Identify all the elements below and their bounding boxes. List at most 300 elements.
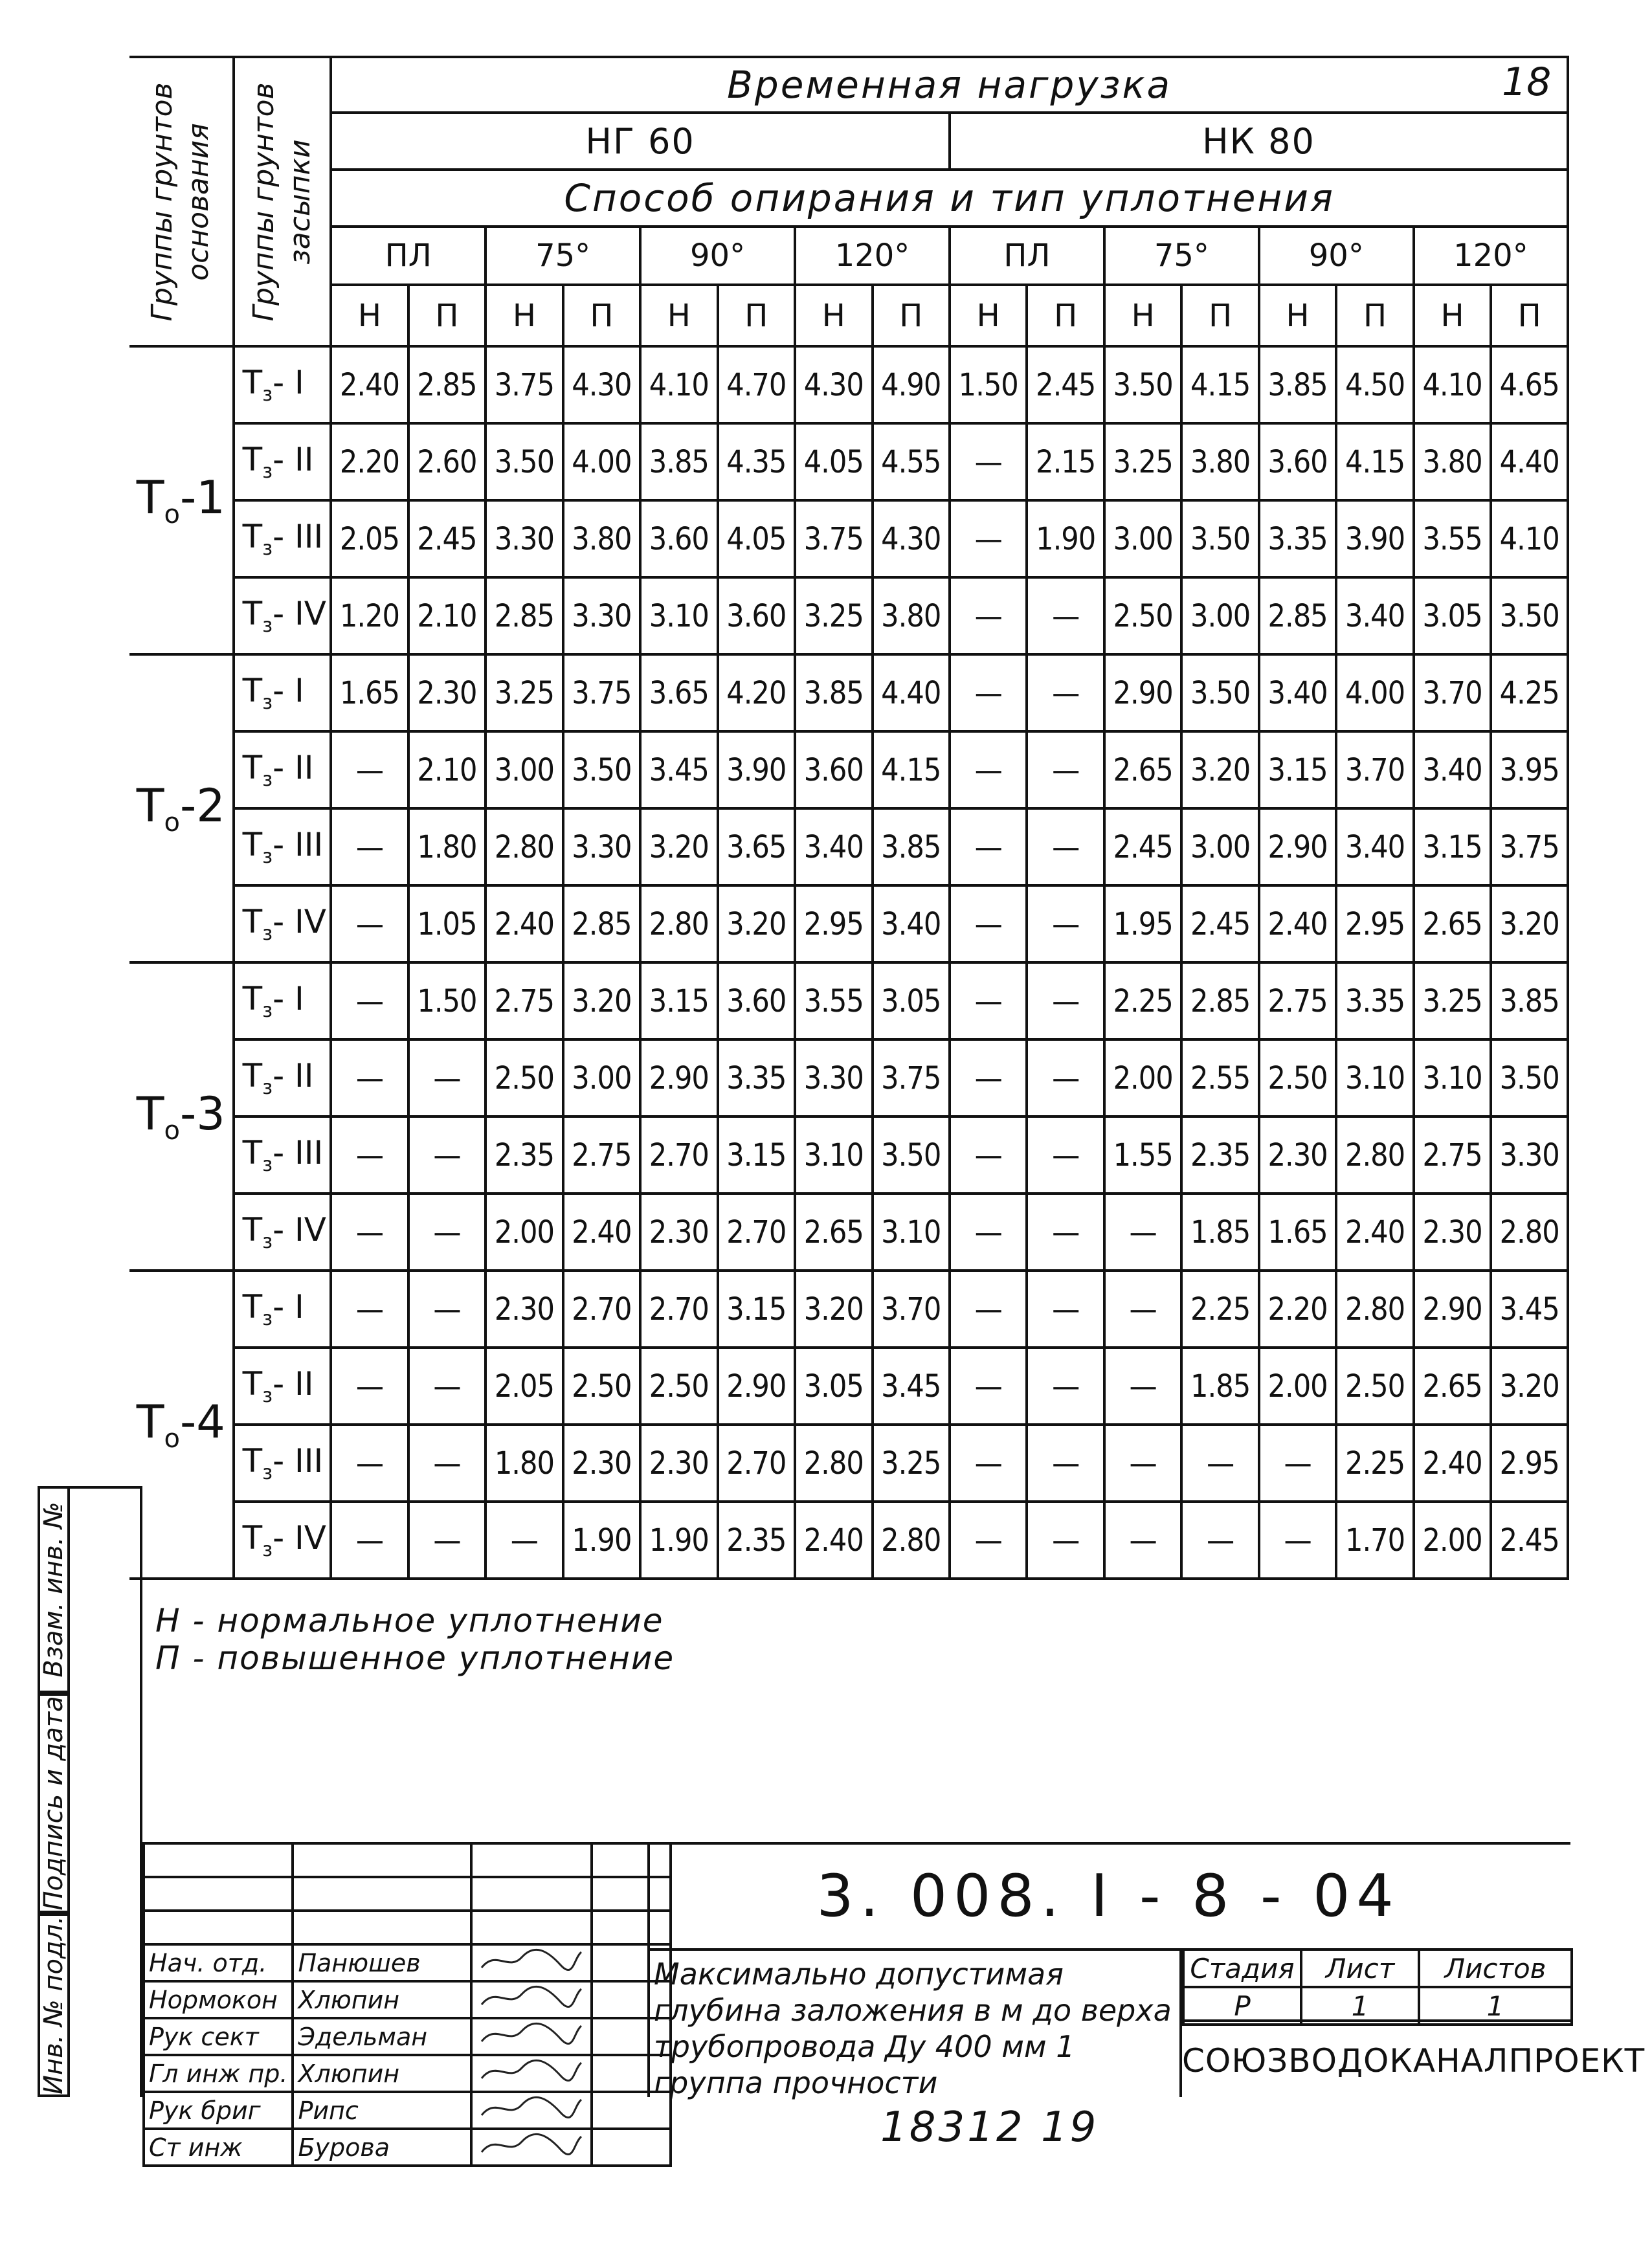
table-row (129, 500, 1568, 577)
header-nk80: НК 80 (950, 113, 1568, 170)
backfill-soil-group: $Т_з-$ II (234, 1039, 331, 1116)
depth-value-cell: 2.25 (1104, 962, 1181, 1039)
depth-value-cell: — (408, 1425, 486, 1502)
table-row (129, 962, 1568, 1039)
depth-value-cell: 2.65 (1414, 1348, 1491, 1425)
stamp-name: Хлюпин (293, 2055, 471, 2092)
depth-value-cell: 2.80 (486, 808, 563, 885)
depth-value-cell: 3.05 (1414, 577, 1491, 654)
depth-value-cell: 3.60 (718, 962, 795, 1039)
depth-value-cell: — (1027, 1271, 1104, 1348)
depth-value-cell: 3.10 (1414, 1039, 1491, 1116)
depth-value-cell: 3.55 (1414, 500, 1491, 577)
depth-value-cell: 2.70 (640, 1271, 717, 1348)
depth-value-cell: 2.25 (1181, 1271, 1258, 1348)
header-support-type: 120° (795, 227, 950, 285)
depth-value-cell: 3.50 (563, 731, 640, 808)
header-compaction-type: Н (486, 285, 563, 346)
depth-value-cell: 4.15 (1181, 346, 1258, 423)
depth-value-cell: 4.10 (1491, 500, 1568, 577)
stamp-date (592, 2129, 671, 2166)
base-soil-group: $Т_о-3$ (129, 962, 234, 1271)
depth-value-cell: 3.25 (486, 654, 563, 731)
depth-value-cell: 4.30 (873, 500, 950, 577)
depth-value-cell: 2.85 (1181, 962, 1258, 1039)
depth-value-cell: 3.80 (873, 577, 950, 654)
depth-value-cell: 3.30 (1491, 1116, 1568, 1194)
strip-inv: Инв. № подл. (38, 1913, 70, 2097)
strip-podpis: Подпись и дата (38, 1693, 70, 1913)
depth-value-cell: 3.00 (1104, 500, 1181, 577)
depth-value-cell: 3.35 (1336, 962, 1413, 1039)
stamp-row (144, 2092, 671, 2129)
depth-value-cell: 3.10 (1336, 1039, 1413, 1116)
depth-value-cell: 1.50 (408, 962, 486, 1039)
stage-label: Стадия (1183, 1950, 1301, 1987)
depth-value-cell: 3.35 (718, 1039, 795, 1116)
depth-value-cell: 1.50 (950, 346, 1027, 423)
sheet-label: Лист (1301, 1950, 1419, 1987)
stamp-signature (471, 1944, 592, 1981)
depth-value-cell: — (1181, 1502, 1258, 1579)
archive-number: 18312 19 (880, 2104, 1099, 2151)
stamp-name: Рипс (293, 2092, 471, 2129)
header-support-type: 90° (640, 227, 795, 285)
depth-value-cell: — (1027, 962, 1104, 1039)
header-ng60: НГ 60 (331, 113, 950, 170)
depth-value-cell: 3.05 (795, 1348, 872, 1425)
depth-value-cell: 3.60 (718, 577, 795, 654)
header-compaction-type: Н (1414, 285, 1491, 346)
sheets-value: 1 (1419, 1987, 1572, 2025)
depth-value-cell: 4.20 (718, 654, 795, 731)
depth-value-cell: 3.05 (873, 962, 950, 1039)
depth-value-cell: — (331, 1502, 408, 1579)
backfill-soil-group: $Т_з-$ IV (234, 577, 331, 654)
table-row (129, 1116, 1568, 1194)
depth-value-cell: — (1259, 1425, 1336, 1502)
header-support-type: 90° (1259, 227, 1414, 285)
depth-value-cell: — (950, 654, 1027, 731)
depth-value-cell: 3.25 (873, 1425, 950, 1502)
depth-value-cell: 4.05 (795, 423, 872, 500)
depth-value-cell: — (950, 1116, 1027, 1194)
depth-value-cell: 2.60 (408, 423, 486, 500)
depth-value-cell: 2.70 (718, 1194, 795, 1271)
table-row (129, 654, 1568, 731)
header-base-soil-groups: Группы грунтов основания (129, 57, 234, 346)
legend-increased: П - повышенное уплотнение (155, 1639, 675, 1677)
table-row (129, 1271, 1568, 1348)
header-temporary-load: Временная нагрузка (331, 57, 1568, 113)
depth-value-cell: — (331, 885, 408, 962)
depth-value-cell: 3.00 (1181, 808, 1258, 885)
depth-value-cell: 2.85 (408, 346, 486, 423)
depth-value-cell: 1.65 (1259, 1194, 1336, 1271)
depth-value-cell: — (950, 577, 1027, 654)
depth-value-cell: 3.85 (640, 423, 717, 500)
depth-value-cell: 2.80 (795, 1425, 872, 1502)
depth-value-cell: 1.85 (1181, 1348, 1258, 1425)
depth-value-cell: 1.70 (1336, 1502, 1413, 1579)
header-support-type: 75° (1104, 227, 1259, 285)
depth-value-cell: 2.65 (1414, 885, 1491, 962)
depth-value-cell: — (950, 731, 1027, 808)
depth-value-cell: 3.40 (1336, 577, 1413, 654)
depth-value-cell: 4.40 (1491, 423, 1568, 500)
depth-value-cell: 3.20 (718, 885, 795, 962)
header-compaction-type: П (1027, 285, 1104, 346)
backfill-soil-group: $Т_з-$ IV (234, 1502, 331, 1579)
depth-value-cell: 3.70 (1414, 654, 1491, 731)
depth-value-cell: 3.45 (640, 731, 717, 808)
strip-vzam: Взам. инв. № (38, 1486, 70, 1693)
depth-value-cell: 2.70 (718, 1425, 795, 1502)
table-row (129, 577, 1568, 654)
depth-value-cell: 2.90 (1414, 1271, 1491, 1348)
depth-value-cell: — (1027, 1502, 1104, 1579)
depth-value-cell: 3.50 (486, 423, 563, 500)
depth-value-cell: — (1027, 1039, 1104, 1116)
table-row (129, 731, 1568, 808)
header-compaction-type: П (563, 285, 640, 346)
depth-value-cell: — (331, 808, 408, 885)
depth-value-cell: — (408, 1194, 486, 1271)
depth-value-cell: — (1104, 1271, 1181, 1348)
depth-value-cell: — (950, 1271, 1027, 1348)
depth-value-cell: — (1027, 1425, 1104, 1502)
depth-value-cell: 2.00 (1104, 1039, 1181, 1116)
depth-value-cell: 3.90 (1336, 500, 1413, 577)
header-support-type: 120° (1414, 227, 1568, 285)
depth-value-cell: 2.40 (1336, 1194, 1413, 1271)
depth-value-cell: — (950, 808, 1027, 885)
depth-value-cell: 2.90 (1104, 654, 1181, 731)
depth-value-cell: 2.90 (718, 1348, 795, 1425)
depth-value-cell: — (1027, 1116, 1104, 1194)
depth-value-cell: 2.85 (486, 577, 563, 654)
depth-value-cell: 2.95 (795, 885, 872, 962)
depth-value-cell: 3.50 (1181, 500, 1258, 577)
header-compaction-type: Н (795, 285, 872, 346)
depth-value-cell: 3.25 (795, 577, 872, 654)
backfill-soil-group: $Т_з-$ I (234, 962, 331, 1039)
depth-value-cell: — (1104, 1425, 1181, 1502)
header-compaction-type: П (1491, 285, 1568, 346)
stamp-role: Ст инж (144, 2129, 293, 2166)
depth-value-cell: 3.15 (640, 962, 717, 1039)
depth-value-cell: — (950, 1502, 1027, 1579)
depth-value-cell: — (486, 1502, 563, 1579)
legend (155, 1602, 675, 1677)
depth-value-cell: — (331, 1348, 408, 1425)
depth-value-cell: 2.15 (1027, 423, 1104, 500)
stamp-signature (471, 2018, 592, 2055)
stamp-row (144, 2055, 671, 2092)
depth-value-cell: 2.30 (408, 654, 486, 731)
depth-value-cell: 2.30 (640, 1194, 717, 1271)
header-compaction-type: Н (950, 285, 1027, 346)
stamp-meta (1182, 1948, 1573, 2026)
depth-value-cell: 2.50 (640, 1348, 717, 1425)
stage-value: Р (1183, 1987, 1301, 2025)
depth-value-cell: — (408, 1039, 486, 1116)
depth-value-cell: — (331, 1271, 408, 1348)
depth-value-cell: 3.20 (1181, 731, 1258, 808)
depth-value-cell: 2.75 (1259, 962, 1336, 1039)
depth-value-cell: 2.35 (718, 1502, 795, 1579)
depth-value-cell: — (408, 1116, 486, 1194)
depth-value-cell: — (950, 1425, 1027, 1502)
depth-value-cell: 1.80 (486, 1425, 563, 1502)
depth-value-cell: 3.15 (718, 1116, 795, 1194)
depth-value-cell: 3.15 (1414, 808, 1491, 885)
depth-value-cell: — (408, 1348, 486, 1425)
depth-value-cell: — (950, 885, 1027, 962)
depth-value-cell: — (1027, 1348, 1104, 1425)
depth-value-cell: 2.05 (486, 1348, 563, 1425)
depth-value-cell: 4.55 (873, 423, 950, 500)
depth-value-cell: 3.70 (873, 1271, 950, 1348)
stamp-signature (471, 2055, 592, 2092)
backfill-soil-group: $Т_з-$ III (234, 1116, 331, 1194)
depth-value-cell: 3.50 (873, 1116, 950, 1194)
depth-value-cell: 1.90 (563, 1502, 640, 1579)
depth-value-cell: 2.40 (563, 1194, 640, 1271)
depth-value-cell: — (1104, 1194, 1181, 1271)
backfill-soil-group: $Т_з-$ I (234, 1271, 331, 1348)
depth-value-cell: 3.60 (640, 500, 717, 577)
depth-value-cell: 2.10 (408, 577, 486, 654)
depth-value-cell: 3.85 (1491, 962, 1568, 1039)
depth-value-cell: 4.00 (1336, 654, 1413, 731)
depth-value-cell: 2.85 (1259, 577, 1336, 654)
table-row (129, 346, 1568, 423)
depth-value-cell: 2.80 (1491, 1194, 1568, 1271)
depth-value-cell: 3.65 (640, 654, 717, 731)
stamp-role: Гл инж пр. (144, 2055, 293, 2092)
base-soil-group: $Т_о-4$ (129, 1271, 234, 1579)
depth-value-cell: — (950, 500, 1027, 577)
stamp-name: Панюшев (293, 1944, 471, 1981)
depth-value-cell: 3.15 (718, 1271, 795, 1348)
depth-value-cell: 3.30 (563, 577, 640, 654)
depth-value-cell: — (1104, 1502, 1181, 1579)
depth-value-cell: 2.80 (640, 885, 717, 962)
depth-value-cell: 3.75 (563, 654, 640, 731)
depth-value-cell: 1.90 (640, 1502, 717, 1579)
depth-value-cell: 2.90 (1259, 808, 1336, 885)
depth-value-cell: 3.20 (1491, 1348, 1568, 1425)
depth-value-cell: 3.85 (873, 808, 950, 885)
stamp-role: Рук бриг (144, 2092, 293, 2129)
header-support-type: ПЛ (331, 227, 486, 285)
depth-value-cell: — (950, 423, 1027, 500)
depth-value-cell: 2.75 (563, 1116, 640, 1194)
depth-value-cell: 2.10 (408, 731, 486, 808)
depth-value-cell: 1.80 (408, 808, 486, 885)
base-soil-group: $Т_о-1$ (129, 346, 234, 654)
depth-value-cell: 2.75 (1414, 1116, 1491, 1194)
strip-blank (67, 1486, 142, 2097)
depth-value-cell: 2.90 (640, 1039, 717, 1116)
sheet-value: 1 (1301, 1987, 1419, 2025)
depth-value-cell: — (1027, 654, 1104, 731)
header-support-method: Способ опирания и тип уплотнения (331, 170, 1568, 227)
depth-value-cell: 3.55 (795, 962, 872, 1039)
depth-value-cell: 1.65 (331, 654, 408, 731)
depth-value-cell: 3.60 (1259, 423, 1336, 500)
depth-value-cell: 3.30 (486, 500, 563, 577)
depth-value-cell: 3.30 (795, 1039, 872, 1116)
depth-value-cell: — (331, 962, 408, 1039)
header-backfill-soil-groups: Группы грунтов засыпки (234, 57, 331, 346)
table-row (129, 423, 1568, 500)
depth-value-cell: 3.10 (873, 1194, 950, 1271)
depth-value-cell: — (331, 731, 408, 808)
depth-value-cell: 4.30 (795, 346, 872, 423)
depth-value-cell: — (1027, 731, 1104, 808)
depth-value-cell: — (331, 1116, 408, 1194)
depth-value-cell: 3.65 (718, 808, 795, 885)
depth-value-cell: 2.45 (1181, 885, 1258, 962)
depth-value-cell: 4.00 (563, 423, 640, 500)
depth-value-cell: 3.80 (1181, 423, 1258, 500)
stamp-role: Нормокон (144, 1981, 293, 2018)
depth-value-cell: 3.25 (1414, 962, 1491, 1039)
depth-value-cell: 3.75 (873, 1039, 950, 1116)
table-row (129, 1039, 1568, 1116)
table-row (129, 885, 1568, 962)
depth-value-cell: 3.20 (640, 808, 717, 885)
depth-value-cell: 2.35 (1181, 1116, 1258, 1194)
stamp-signature (471, 1981, 592, 2018)
backfill-soil-group: $Т_з-$ I (234, 654, 331, 731)
depth-value-cell: 3.40 (1259, 654, 1336, 731)
depth-value-cell: 1.55 (1104, 1116, 1181, 1194)
depth-value-cell: 2.35 (486, 1116, 563, 1194)
depth-value-cell: 3.00 (563, 1039, 640, 1116)
depth-value-cell: — (331, 1425, 408, 1502)
depth-value-cell: 3.10 (795, 1116, 872, 1194)
depth-value-cell: 3.20 (795, 1271, 872, 1348)
depth-value-cell: 4.40 (873, 654, 950, 731)
depth-value-cell: 2.40 (795, 1502, 872, 1579)
depth-value-cell: 3.85 (795, 654, 872, 731)
depth-value-cell: 2.30 (486, 1271, 563, 1348)
header-compaction-type: П (873, 285, 950, 346)
depth-value-cell: — (1027, 808, 1104, 885)
depth-value-cell: — (950, 1348, 1027, 1425)
depth-value-cell: 3.25 (1104, 423, 1181, 500)
depth-value-cell: — (408, 1271, 486, 1348)
depth-value-cell: 3.50 (1491, 1039, 1568, 1116)
depth-value-cell: 3.70 (1336, 731, 1413, 808)
depth-value-cell: 4.15 (873, 731, 950, 808)
backfill-soil-group: $Т_з-$ II (234, 1348, 331, 1425)
depth-value-cell: — (408, 1502, 486, 1579)
depth-value-cell: — (1027, 577, 1104, 654)
depth-value-cell: 4.15 (1336, 423, 1413, 500)
depth-value-cell: 3.40 (1336, 808, 1413, 885)
depth-value-cell: — (1104, 1348, 1181, 1425)
backfill-soil-group: $Т_з-$ IV (234, 885, 331, 962)
depth-value-cell: 2.85 (563, 885, 640, 962)
depth-value-cell: 2.95 (1491, 1425, 1568, 1502)
stamp-row (144, 2129, 671, 2166)
depth-value-cell: 4.35 (718, 423, 795, 500)
depth-value-cell: 2.80 (1336, 1271, 1413, 1348)
header-compaction-type: Н (1104, 285, 1181, 346)
sheets-label: Листов (1419, 1950, 1572, 1987)
depth-value-cell: 2.40 (1259, 885, 1336, 962)
depth-value-cell: 4.10 (1414, 346, 1491, 423)
header-compaction-type: Н (1259, 285, 1336, 346)
header-compaction-type: П (1181, 285, 1258, 346)
document-code: 3. 008. I - 8 - 04 (816, 1862, 1400, 1930)
header-compaction-type: Н (331, 285, 408, 346)
header-support-type: ПЛ (950, 227, 1104, 285)
stamp-signatures (142, 1842, 672, 2167)
backfill-soil-group: $Т_з-$ III (234, 808, 331, 885)
depth-value-cell: 4.90 (873, 346, 950, 423)
depth-value-cell: 2.70 (640, 1116, 717, 1194)
depth-value-cell: 2.50 (486, 1039, 563, 1116)
depth-value-cell: 2.65 (795, 1194, 872, 1271)
depth-value-cell: 3.20 (1491, 885, 1568, 962)
depth-value-cell: 2.40 (1414, 1425, 1491, 1502)
depth-value-cell: 2.45 (1027, 346, 1104, 423)
table-row (129, 1348, 1568, 1425)
organization-name: СОЮЗВОДОКАНАЛПРОЕКТ (1182, 2019, 1570, 2100)
depth-value-cell: 3.80 (1414, 423, 1491, 500)
depth-value-cell: 2.00 (1414, 1502, 1491, 1579)
depth-value-cell: 2.40 (486, 885, 563, 962)
depth-value-cell: 4.25 (1491, 654, 1568, 731)
depth-value-cell: — (950, 1194, 1027, 1271)
depth-value-cell: 2.30 (640, 1425, 717, 1502)
depth-value-cell: 3.00 (1181, 577, 1258, 654)
depth-value-cell: 2.00 (486, 1194, 563, 1271)
backfill-soil-group: $Т_з-$ IV (234, 1194, 331, 1271)
backfill-soil-group: $Т_з-$ III (234, 500, 331, 577)
sheet-corner-number: 18 (1502, 60, 1552, 105)
depth-value-cell: 3.30 (563, 808, 640, 885)
depth-value-cell: — (331, 1194, 408, 1271)
table-row (129, 1425, 1568, 1502)
document-title: Максимально допустимая глубина заложения в м до верха трубопровода Ду 400 мм 1 группа прочности (647, 1948, 1182, 2097)
depth-value-cell: — (1027, 1194, 1104, 1271)
depth-value-cell: 2.50 (563, 1348, 640, 1425)
backfill-soil-group: $Т_з-$ I (234, 346, 331, 423)
stamp-row (144, 2018, 671, 2055)
header-support-type: 75° (486, 227, 640, 285)
header-compaction-type: П (718, 285, 795, 346)
depth-value-cell: 2.20 (1259, 1271, 1336, 1348)
depth-value-cell: 2.55 (1181, 1039, 1258, 1116)
depth-value-cell: 2.70 (563, 1271, 640, 1348)
depth-value-cell: — (950, 1039, 1027, 1116)
depth-value-cell: 2.75 (486, 962, 563, 1039)
stamp-name: Бурова (293, 2129, 471, 2166)
depth-value-cell: 2.80 (873, 1502, 950, 1579)
depth-value-cell: 3.85 (1259, 346, 1336, 423)
depth-value-cell: 3.75 (486, 346, 563, 423)
table-row (129, 1194, 1568, 1271)
legend-normal: Н - нормальное уплотнение (155, 1602, 664, 1639)
depth-value-cell: 3.40 (873, 885, 950, 962)
stamp-role: Нач. отд. (144, 1944, 293, 1981)
